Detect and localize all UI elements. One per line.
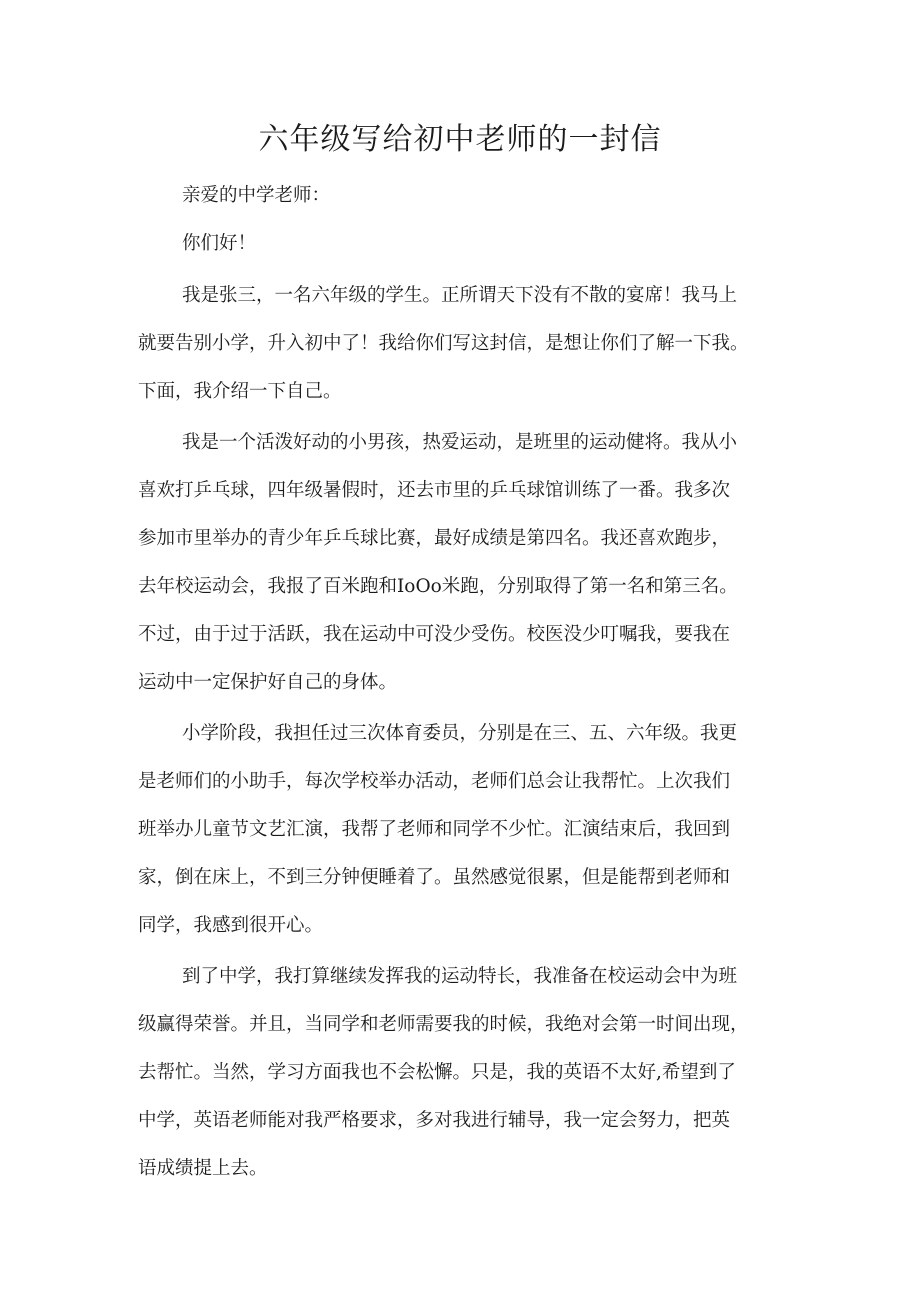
paragraph-line: 班举办儿童节文艺汇演，我帮了老师和同学不少忙。汇演结束后，我回到 [138, 819, 731, 840]
paragraph-line: 就要告别小学，升入初中了！我给你们写这封信，是想让你们了解一下我。 [138, 333, 749, 354]
paragraph-line: 小学阶段，我担任过三次体育委员，分别是在三、五、六年级。我更 [182, 723, 738, 744]
paragraph-line: 我是一个活泼好动的小男孩，热爱运动，是班里的运动健将。我从小 [182, 432, 738, 453]
paragraph-line: 到了中学，我打算继续发挥我的运动特长，我准备在校运动会中为班 [182, 966, 738, 987]
paragraph-line: 喜欢打乒乓球，四年级暑假时，还去市里的乒乓球馆训练了一番。我多次 [138, 480, 731, 501]
paragraph-line: 我是张三，一名六年级的学生。正所谓天下没有不散的宴席！我马上 [182, 285, 738, 306]
paragraph-line: 下面，我介绍一下自己。 [138, 381, 342, 402]
paragraph-line: 是老师们的小助手，每次学校举办活动，老师们总会让我帮忙。上次我们 [138, 771, 731, 792]
paragraph-line: 同学，我感到很开心。 [138, 915, 324, 936]
paragraph-helper [138, 710, 802, 950]
paragraph-line: 去年校运动会，我报了百米跑和IoOo米跑，分别取得了第一名和第三名。 [138, 576, 738, 597]
paragraph-sports [138, 419, 802, 707]
paragraph-line: 级赢得荣誉。并且，当同学和老师需要我的时候，我绝对会第一时间出现， [138, 1014, 749, 1035]
paragraph-intro [138, 272, 802, 416]
paragraph-line: 参加市里举办的青少年乒乓球比赛，最好成绩是第四名。我还喜欢跑步， [138, 528, 731, 549]
paragraph-line: 语成绩提上去。 [138, 1158, 268, 1179]
letter-title: 六年级写给初中老师的一封信 [258, 122, 662, 157]
letter-body [138, 172, 802, 1193]
salutation: 亲爱的中学老师： [182, 185, 331, 206]
paragraph-line: 运动中一定保护好自己的身体。 [138, 672, 398, 693]
paragraph-line: 家，倒在床上，不到三分钟便睡着了。虽然感觉很累，但是能帮到老师和 [138, 867, 731, 888]
paragraph-line: 不过，由于过于活跃，我在运动中可没少受伤。校医没少叮嘱我，要我在 [138, 624, 731, 645]
paragraph-line: 中学，英语老师能对我严格要求，多对我进行辅导，我一定会努力，把英 [138, 1110, 731, 1131]
paragraph-plans [138, 953, 802, 1193]
greeting: 你们好！ [182, 233, 257, 254]
paragraph-line: 去帮忙。当然，学习方面我也不会松懈。只是，我的英语不太好,希望到了 [138, 1062, 736, 1083]
